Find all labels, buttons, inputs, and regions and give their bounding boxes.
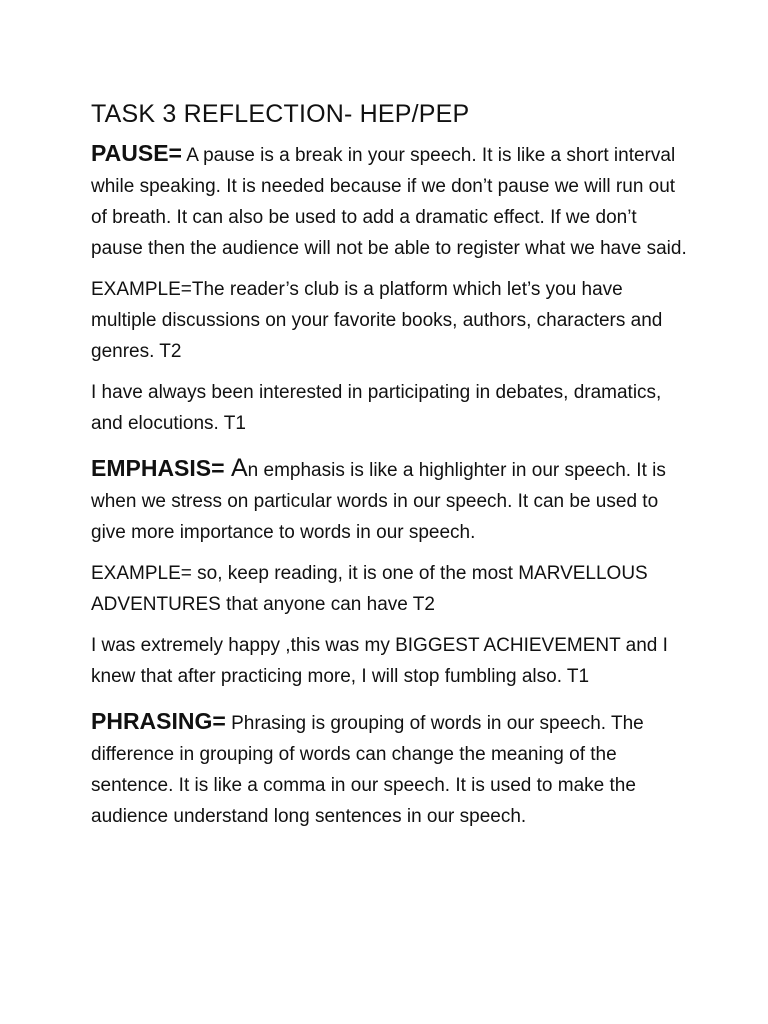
- pause-example-1: EXAMPLE=The reader’s club is a platform which let’s you have multiple discussions on your favorite books, authors, characters and genres. T2: [91, 279, 663, 362]
- pause-definition-text: A pause is a break in your speech. It is like a short interval while speaking. It is needed because if we don’t pause we will run out of breath. It can also be used to add a dramatic effect. If we don’t pause then the audience will not be able to register what we have said.: [91, 145, 687, 259]
- emphasis-example-1: EXAMPLE= so, keep reading, it is one of the most MARVELLOUS ADVENTURES that anyone can have T2: [91, 563, 648, 615]
- document-title: TASK 3 REFLECTION- HEP/PEP: [91, 100, 470, 128]
- emphasis-definition-text: n emphasis is like a highlighter in our speech. It is when we stress on particular words in our speech. It can be used to give more importance to words in our speech.: [91, 460, 666, 543]
- pause-definition: [91, 138, 691, 264]
- pause-example-2: I have always been interested in participating in debates, dramatics, and elocutions. T1: [91, 382, 662, 434]
- emphasis-example-2: I was extremely happy ,this was my BIGGEST ACHIEVEMENT and I knew that after practicing more, I will stop fumbling also. T1: [91, 635, 668, 687]
- document-page: [91, 96, 691, 842]
- emphasis-term: EMPHASIS=: [91, 455, 231, 481]
- emphasis-definition: [91, 453, 691, 548]
- phrasing-definition: [91, 706, 691, 832]
- phrasing-term: PHRASING=: [91, 708, 226, 734]
- emphasis-lead-letter: A: [230, 454, 248, 482]
- pause-term: PAUSE=: [91, 140, 182, 166]
- phrasing-definition-text: Phrasing is grouping of words in our speech. The difference in grouping of words can change the meaning of the sentence. It is like a comma in our speech. It is used to make the audience understand long sentences in our speech.: [91, 713, 644, 827]
